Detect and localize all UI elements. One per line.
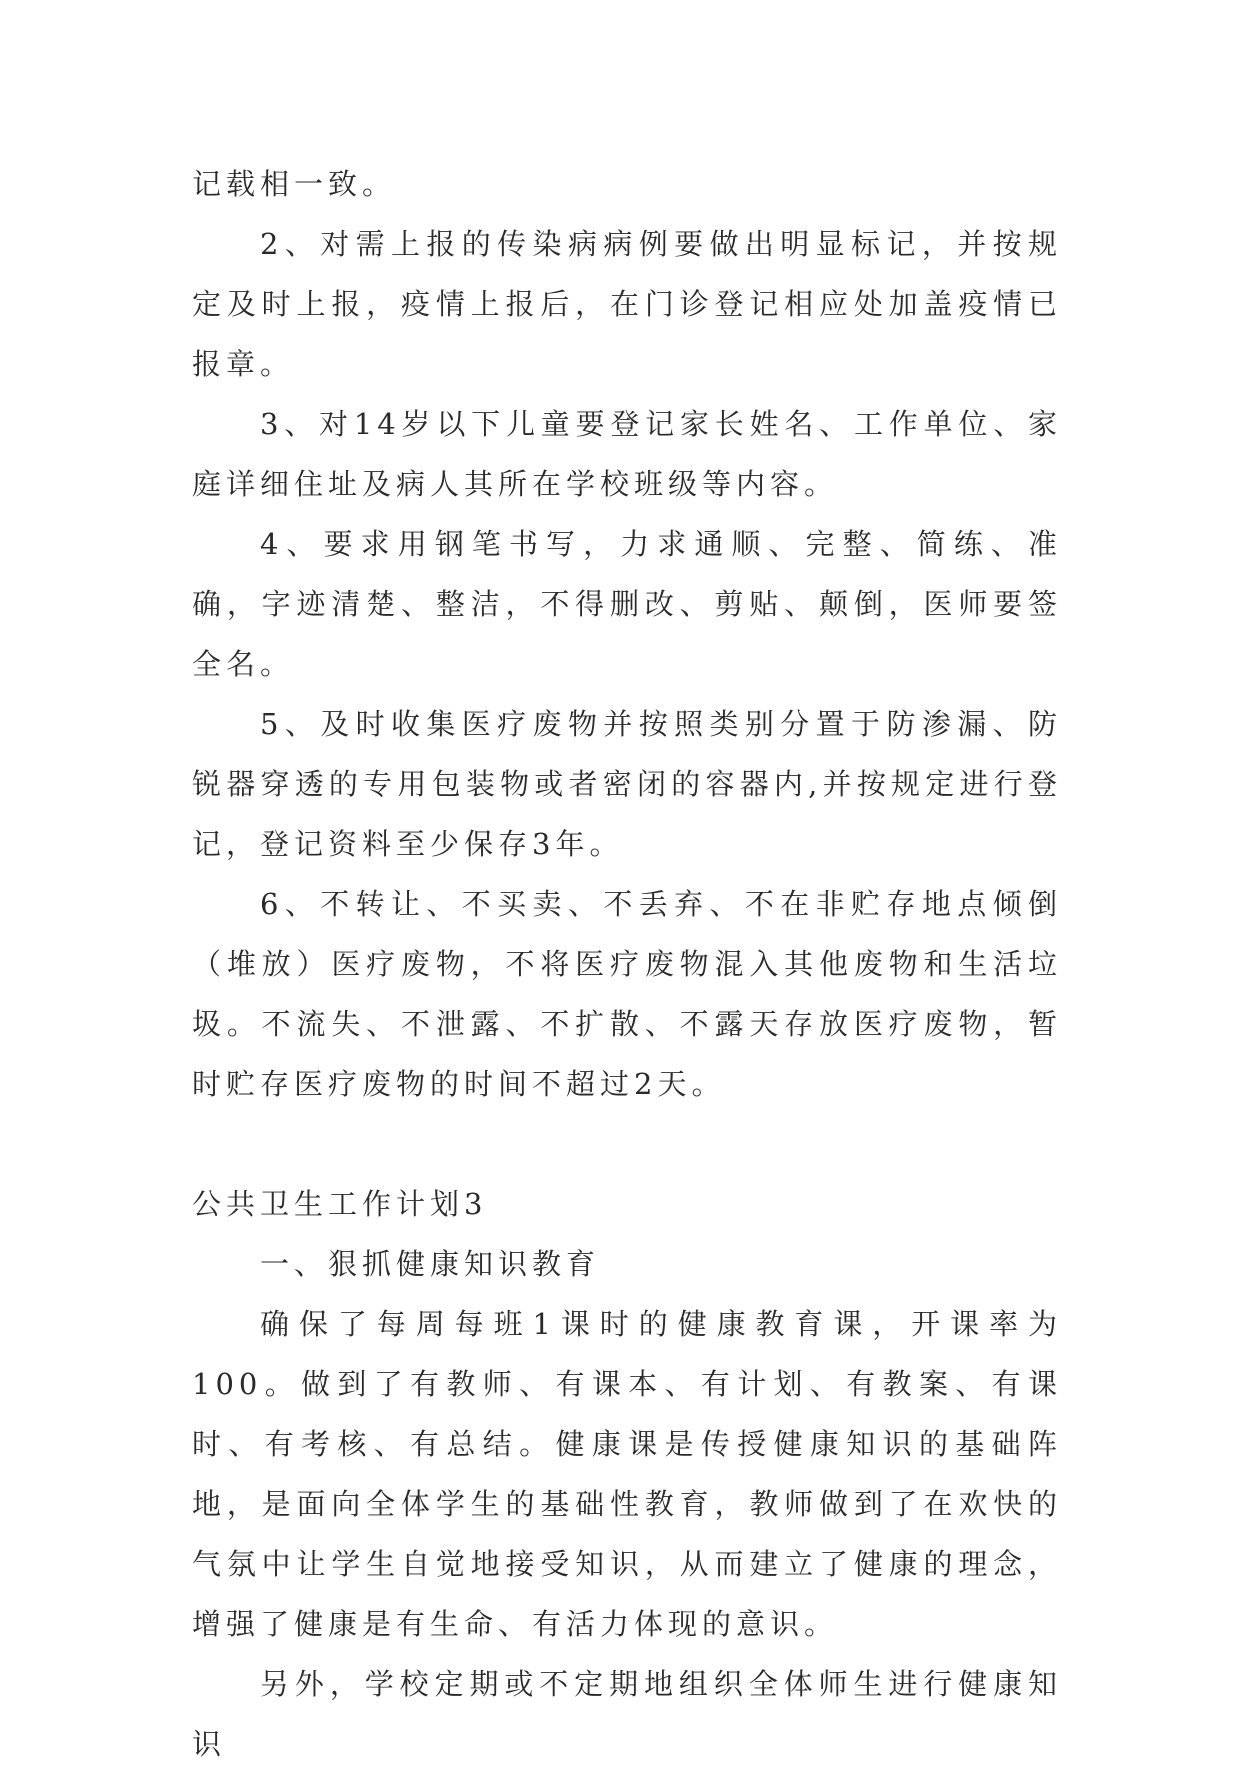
subsection-heading: 一、狠抓健康知识教育	[260, 1247, 601, 1281]
section-title: 公共卫生工作计划3	[192, 1187, 488, 1221]
paragraph-health-education: 确保了每周每班1课时的健康教育课，开课率为100。做到了有教师、有课本、有计划、有教案、有课时、有考核、有总结。健康课是传授健康知识的基础阵地，是面向全体学生的基础性教育，教师做到了在欢快的气氛中让学生自觉地接受知识，从而建立了健康的理念，增强了健康是有生命、有活力体现的意识。	[192, 1307, 1062, 1641]
paragraph-item-4: 4、要求用钢笔书写，力求通顺、完整、简练、准确，字迹清楚、整洁，不得删改、剪贴、颠倒，医师要签全名。	[192, 527, 1062, 681]
paragraph-continued: 记载相一致。	[192, 167, 397, 201]
paragraph-item-3: 3、对14岁以下儿童要登记家长姓名、工作单位、家庭详细住址及病人其所在学校班级等内容。	[192, 407, 1062, 501]
document-body	[192, 154, 1062, 1774]
paragraph-item-5: 5、及时收集医疗废物并按照类别分置于防渗漏、防锐器穿透的专用包装物或者密闭的容器内,并按规定进行登记，登记资料至少保存3年。	[192, 707, 1062, 861]
paragraph-item-2: 2、对需上报的传染病病例要做出明显标记，并按规定及时上报，疫情上报后，在门诊登记相应处加盖疫情已报章。	[192, 227, 1062, 381]
paragraph-additional: 另外，学校定期或不定期地组织全体师生进行健康知识	[192, 1667, 1062, 1761]
paragraph-item-6: 6、不转让、不买卖、不丢弃、不在非贮存地点倾倒（堆放）医疗废物，不将医疗废物混入其他废物和生活垃圾。不流失、不泄露、不扩散、不露天存放医疗废物，暂时贮存医疗废物的时间不超过2天。	[192, 887, 1062, 1101]
